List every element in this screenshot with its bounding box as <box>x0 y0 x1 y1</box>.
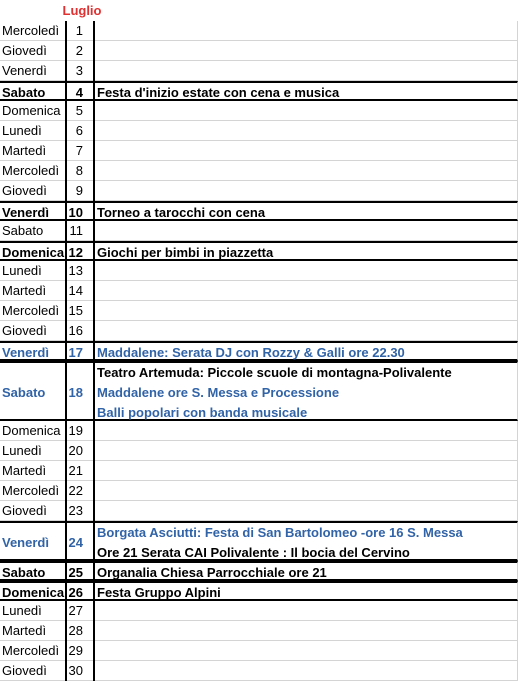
day-name-cell[interactable]: Sabato <box>0 81 66 101</box>
event-cell[interactable] <box>94 561 518 581</box>
event-text: Borgata Asciutti: Festa di San Bartolomeo -ore 16 S. Messa <box>97 525 463 540</box>
event-cell[interactable] <box>94 601 518 621</box>
day-number-cell[interactable]: 24 <box>66 521 94 561</box>
day-number-cell[interactable]: 29 <box>66 641 94 661</box>
day-name-cell[interactable]: Martedì <box>0 461 66 481</box>
table-row <box>0 501 518 521</box>
table-row <box>0 241 518 261</box>
table-row <box>0 141 518 161</box>
table-row <box>0 361 518 421</box>
day-name-cell[interactable]: Lunedì <box>0 441 66 461</box>
table-row <box>0 421 518 441</box>
day-name-cell[interactable]: Lunedì <box>0 261 66 281</box>
event-cell[interactable] <box>94 281 518 301</box>
table-row <box>0 61 518 81</box>
day-number-cell[interactable]: 1 <box>66 21 94 41</box>
event-cell[interactable] <box>94 341 518 361</box>
event-cell[interactable] <box>94 441 518 461</box>
event-cell[interactable] <box>94 221 518 241</box>
event-cell[interactable] <box>94 61 518 81</box>
event-cell[interactable] <box>94 121 518 141</box>
day-name-cell[interactable]: Martedì <box>0 621 66 641</box>
day-number-cell[interactable]: 27 <box>66 601 94 621</box>
day-number-cell[interactable]: 17 <box>66 341 94 361</box>
day-name-cell[interactable]: Lunedì <box>0 601 66 621</box>
table-row <box>0 161 518 181</box>
table-row <box>0 481 518 501</box>
month-title: Luglio <box>62 3 102 18</box>
table-row <box>0 661 518 681</box>
day-number-cell[interactable]: 10 <box>66 201 94 221</box>
table-row <box>0 321 518 341</box>
day-name-cell[interactable]: Mercoledì <box>0 161 66 181</box>
event-cell[interactable] <box>94 581 518 601</box>
event-text: Balli popolari con banda musicale <box>97 405 308 420</box>
day-number-cell[interactable]: 4 <box>66 81 94 101</box>
day-name-cell[interactable]: Venerdì <box>0 521 66 561</box>
day-number-cell[interactable]: 18 <box>66 361 94 421</box>
column-separator <box>65 21 67 681</box>
day-name-cell[interactable]: Giovedì <box>0 181 66 201</box>
day-name-cell[interactable]: Giovedì <box>0 661 66 681</box>
day-name-cell[interactable]: Sabato <box>0 221 66 241</box>
day-name-cell[interactable]: Domenica <box>0 581 66 601</box>
event-text: Festa d'inizio estate con cena e musica <box>97 85 340 100</box>
day-number-cell[interactable]: 5 <box>66 101 94 121</box>
event-cell[interactable] <box>94 661 518 681</box>
day-number-cell[interactable]: 30 <box>66 661 94 681</box>
day-number-cell[interactable]: 23 <box>66 501 94 521</box>
event-text: Organalia Chiesa Parrocchiale ore 21 <box>97 565 327 580</box>
event-cell[interactable] <box>94 261 518 281</box>
day-number-cell[interactable]: 22 <box>66 481 94 501</box>
event-text: Giochi per bimbi in piazzetta <box>97 245 274 260</box>
event-text: Teatro Artemuda: Piccole scuole di montagna-Polivalente <box>97 365 452 380</box>
day-number-cell[interactable]: 8 <box>66 161 94 181</box>
day-number-cell[interactable]: 16 <box>66 321 94 341</box>
day-number-cell[interactable]: 13 <box>66 261 94 281</box>
event-cell[interactable] <box>94 41 518 61</box>
day-number-cell[interactable]: 11 <box>66 221 94 241</box>
column-separator <box>93 21 95 681</box>
day-number-cell[interactable]: 25 <box>66 561 94 581</box>
day-number-cell[interactable]: 14 <box>66 281 94 301</box>
event-cell[interactable] <box>94 161 518 181</box>
table-row <box>0 21 518 41</box>
day-name-cell[interactable]: Martedì <box>0 141 66 161</box>
day-number-cell[interactable]: 9 <box>66 181 94 201</box>
day-number-cell[interactable]: 21 <box>66 461 94 481</box>
table-row <box>0 261 518 281</box>
day-name-cell[interactable]: Domenica <box>0 241 66 261</box>
table-row <box>0 561 518 581</box>
table-row <box>0 601 518 621</box>
day-number-cell[interactable]: 2 <box>66 41 94 61</box>
event-text: Ore 21 Serata CAI Polivalente : Il bocia del Cervino <box>97 545 410 560</box>
event-cell[interactable] <box>94 521 518 561</box>
event-cell[interactable] <box>94 421 518 441</box>
event-cell[interactable] <box>94 481 518 501</box>
table-row <box>0 341 518 361</box>
event-cell[interactable] <box>94 361 518 421</box>
day-name-cell[interactable]: Mercoledì <box>0 481 66 501</box>
event-cell[interactable] <box>94 461 518 481</box>
day-name-cell[interactable]: Lunedì <box>0 121 66 141</box>
event-cell[interactable] <box>94 241 518 261</box>
day-number-cell[interactable]: 15 <box>66 301 94 321</box>
table-row <box>0 101 518 121</box>
event-cell[interactable] <box>94 81 518 101</box>
day-name-cell[interactable]: Giovedì <box>0 501 66 521</box>
table-row <box>0 181 518 201</box>
day-number-cell[interactable]: 28 <box>66 621 94 641</box>
day-number-cell[interactable]: 12 <box>66 241 94 261</box>
table-row <box>0 621 518 641</box>
day-name-cell[interactable]: Martedì <box>0 281 66 301</box>
table-row <box>0 301 518 321</box>
day-name-cell[interactable]: Mercoledì <box>0 641 66 661</box>
table-row <box>0 581 518 601</box>
event-text: Maddalene ore S. Messa e Processione <box>97 385 340 400</box>
day-name-cell[interactable]: Venerdì <box>0 201 66 221</box>
table-row <box>0 41 518 61</box>
day-name-cell[interactable]: Venerdì <box>0 341 66 361</box>
table-row <box>0 521 518 561</box>
table-row <box>0 461 518 481</box>
table-row <box>0 201 518 221</box>
event-text: Maddalene: Serata DJ con Rozzy & Galli ore 22.30 <box>97 345 405 360</box>
day-name-cell[interactable]: Venerdì <box>0 61 66 81</box>
day-name-cell[interactable]: Mercoledì <box>0 301 66 321</box>
event-cell[interactable] <box>94 621 518 641</box>
day-name-cell[interactable]: Giovedì <box>0 41 66 61</box>
event-cell[interactable] <box>94 141 518 161</box>
day-name-cell[interactable]: Domenica <box>0 421 66 441</box>
day-number-cell[interactable]: 3 <box>66 61 94 81</box>
event-cell[interactable] <box>94 201 518 221</box>
day-name-cell[interactable]: Sabato <box>0 561 66 581</box>
day-number-cell[interactable]: 20 <box>66 441 94 461</box>
event-cell[interactable] <box>94 181 518 201</box>
table-row <box>0 81 518 101</box>
table-row <box>0 121 518 141</box>
event-cell[interactable] <box>94 641 518 661</box>
day-number-cell[interactable]: 6 <box>66 121 94 141</box>
day-name-cell[interactable]: Domenica <box>0 101 66 121</box>
day-number-cell[interactable]: 19 <box>66 421 94 441</box>
table-row <box>0 641 518 661</box>
day-number-cell[interactable]: 26 <box>66 581 94 601</box>
day-number-cell[interactable]: 7 <box>66 141 94 161</box>
event-text: Festa Gruppo Alpini <box>97 585 221 600</box>
event-cell[interactable] <box>94 101 518 121</box>
event-cell[interactable] <box>94 501 518 521</box>
day-name-cell[interactable]: Giovedì <box>0 321 66 341</box>
day-name-cell[interactable]: Mercoledì <box>0 21 66 41</box>
event-cell[interactable] <box>94 301 518 321</box>
event-text: Torneo a tarocchi con cena <box>97 205 266 220</box>
table-row <box>0 221 518 241</box>
day-name-cell[interactable]: Sabato <box>0 361 66 421</box>
table-row <box>0 281 518 301</box>
table-row <box>0 441 518 461</box>
event-cell[interactable] <box>94 21 518 41</box>
event-cell[interactable] <box>94 321 518 341</box>
